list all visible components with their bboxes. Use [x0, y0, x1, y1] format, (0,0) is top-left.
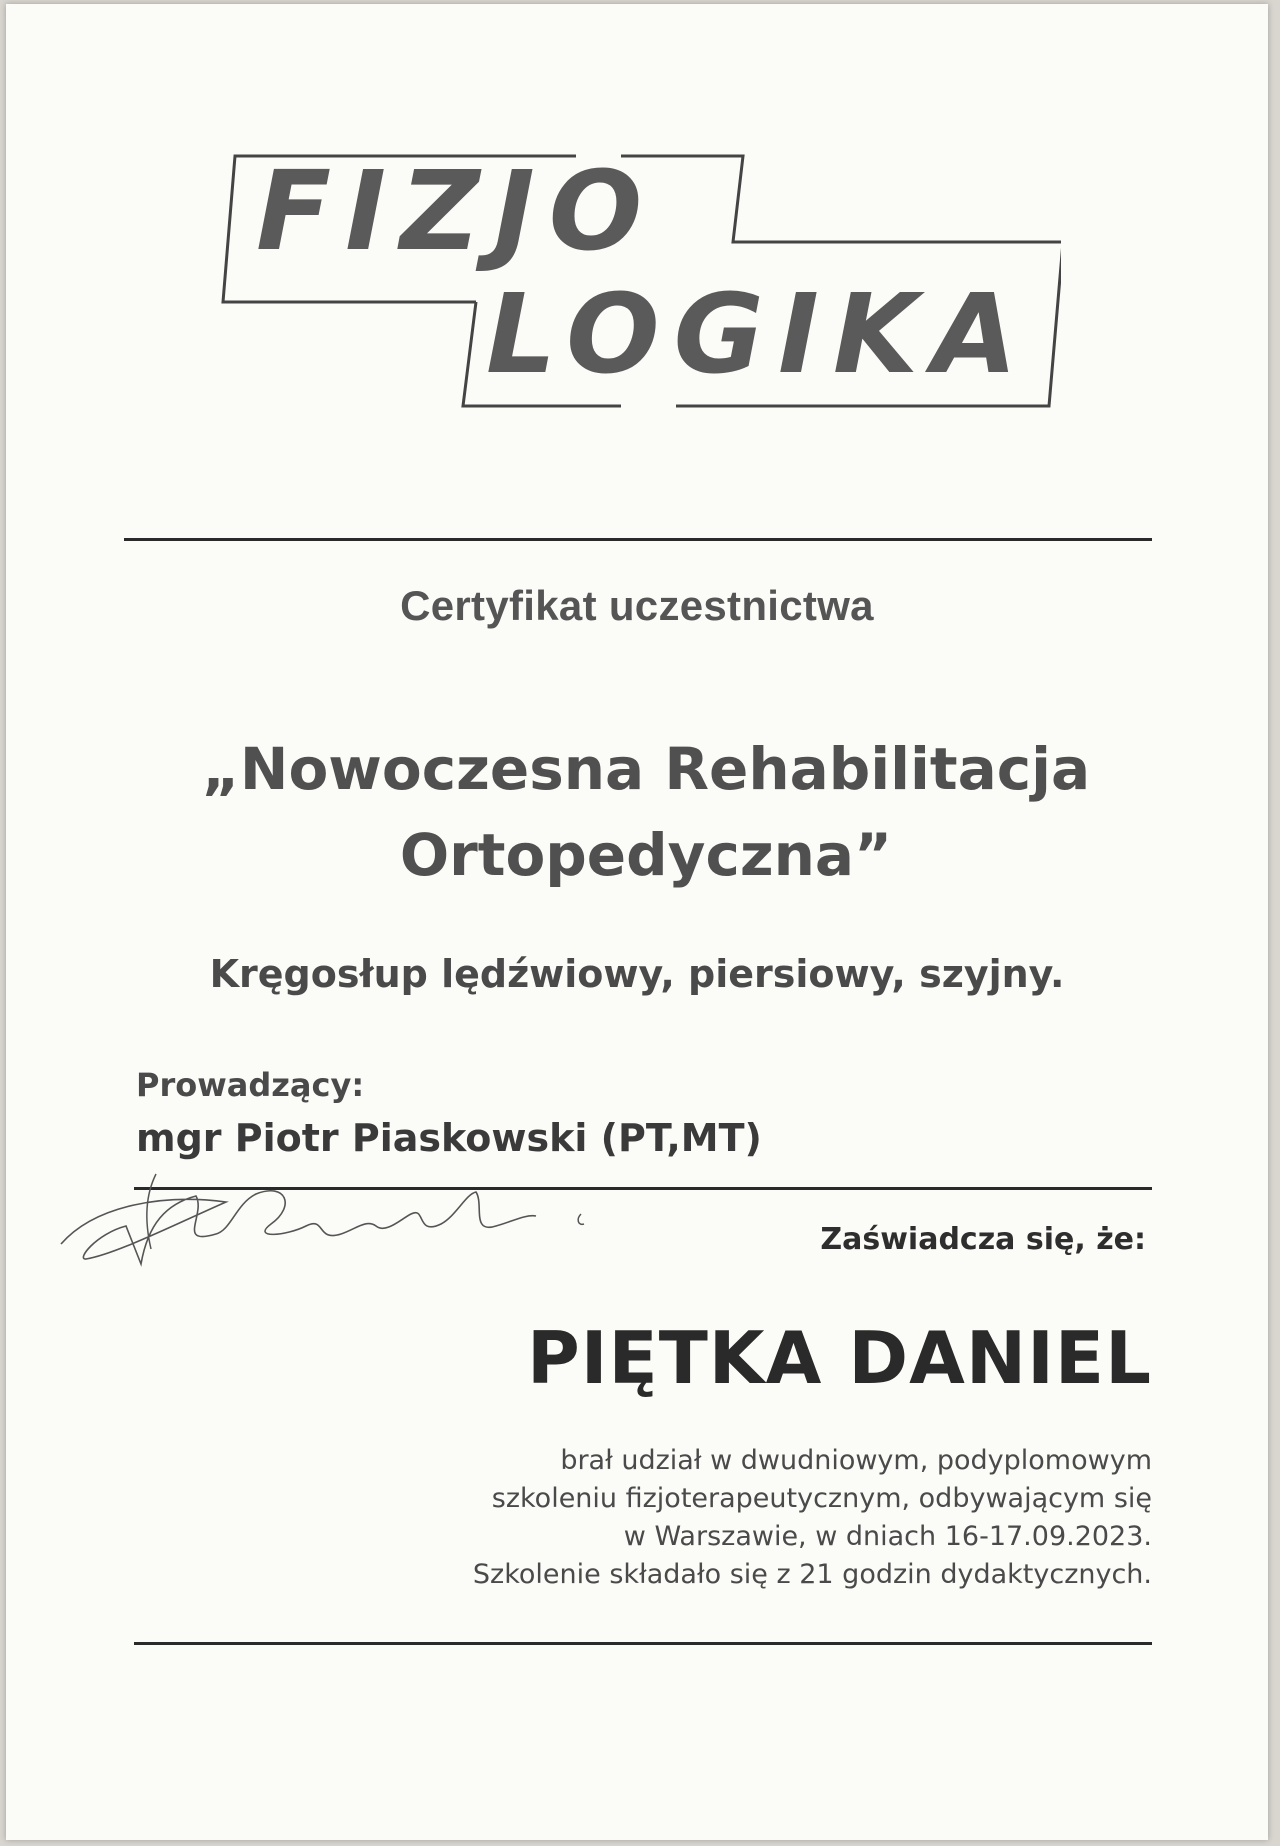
- course-topic: Kręgosłup lędźwiowy, piersiowy, szyjny.: [209, 952, 1065, 996]
- certificate-subtitle: Certyfikat uczestnictwa: [400, 582, 874, 629]
- description-line: brał udział w dwudniowym, podyplomowym: [560, 1445, 1152, 1476]
- course-description: [473, 1442, 1152, 1594]
- handwritten-signature: [56, 1164, 616, 1284]
- top-rule: [124, 538, 1152, 541]
- course-title-line1: „Nowoczesna Rehabilitacja: [201, 735, 1091, 803]
- logo-graphic: [221, 144, 1061, 424]
- fizjologika-logo: [221, 144, 1061, 424]
- description-line: szkoleniu fizjoterapeutycznym, odbywającym się: [491, 1483, 1152, 1514]
- certificate-sheet: [6, 4, 1268, 1840]
- logo-line2: LOGIKA: [486, 270, 1032, 398]
- description-line: w Warszawie, w dniach 16-17.09.2023.: [623, 1521, 1152, 1552]
- instructor-name: mgr Piotr Piaskowski (PT,MT): [136, 1116, 762, 1160]
- participant-name: PIĘTKA DANIEL: [526, 1316, 1152, 1400]
- course-title-line2: Ortopedyczna”: [399, 821, 893, 889]
- attestation-text: Zaświadcza się, że:: [820, 1222, 1146, 1257]
- description-line: Szkolenie składało się z 21 godzin dydaktycznych.: [472, 1559, 1152, 1590]
- bottom-rule: [134, 1642, 1152, 1645]
- instructor-label: Prowadzący:: [136, 1066, 365, 1104]
- logo-line1: FIZJO: [256, 147, 657, 275]
- course-title: [156, 726, 1136, 898]
